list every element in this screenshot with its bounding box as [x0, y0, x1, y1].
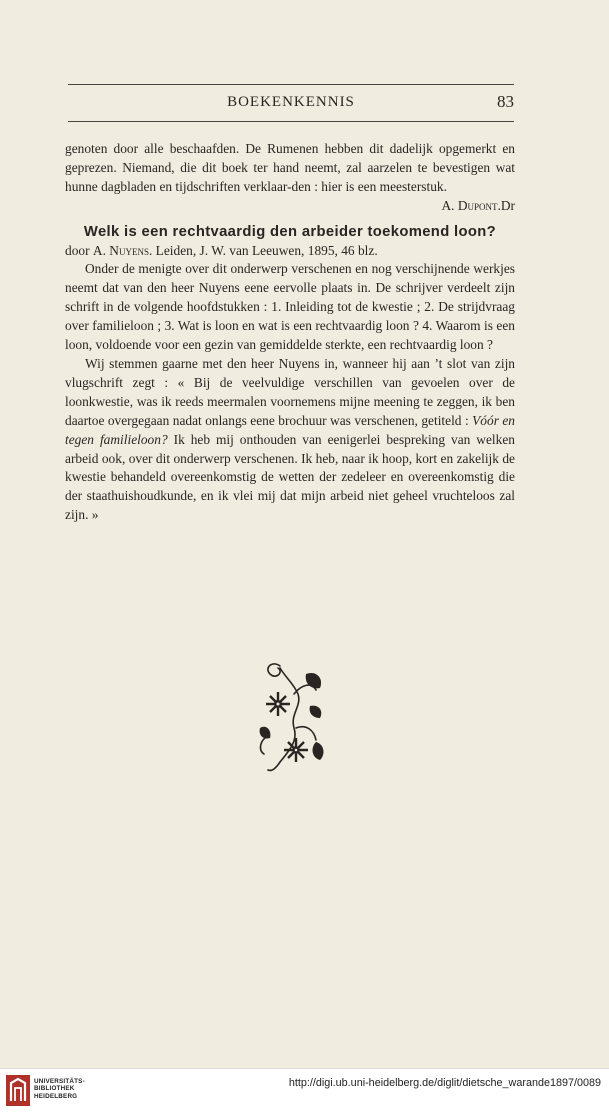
footer-bar [0, 1068, 609, 1112]
signature-title: Dr [500, 197, 515, 213]
paragraph-3 [65, 355, 515, 525]
text-block [65, 140, 515, 525]
review-heading: Welk is een rechtvaardig den arbeider toekomend loon? [83, 223, 497, 240]
running-title: BOEKENKENNIS [227, 94, 355, 110]
top-rule [68, 84, 514, 85]
cited-title: Vóór en tegen familieloon? [65, 412, 515, 447]
byline-prefix: door [65, 242, 90, 258]
byline-author: A. Nuyens. [92, 242, 153, 258]
university-library-logo-icon [6, 1075, 30, 1106]
byline [65, 242, 515, 261]
page-number: 83 [497, 92, 514, 111]
library-name-line: BIBLIOTHEK [34, 1085, 75, 1093]
paragraph-3-part-b: Ik heb mij onthouden van eenigerlei bespreking van welken arbeid ook, over dit onderwerp verschenen. Ik heb, naar ik hoop, kort en zakelijk de kwestie behandeld overeenkomstig de wetten der zedeleer en overeenkomstig die der staathuishoudkunde, en ik vlei mij dat mijn arbeid niet geheel vruchteloos zal zijn. » [65, 431, 515, 523]
paragraph-3-part-a: Wij stemmen gaarne met den heer Nuyens in, wanneer hij aan ’t slot van zijn vlugschrift zegt : « Bij de veelvuldige verschillen van gevoelen over de loonkwestie, was ik reeds meermalen voornemens mijne meening te zeggen, ik ben daartoe overgegaan nadat onlangs eene brochuur was verschenen, getiteld : [65, 355, 515, 428]
review-signature [65, 197, 515, 216]
paragraph-1: genoten door alle beschaafden. De Rumenen hebben dit dadelijk opgemerkt en geprezen. Niemand, die dit boek ter hand neemt, zal aarzelen te bevestigen wat hunne dagbladen en tijdschriften verklaar-den : hier is een meesterstuk. [65, 141, 515, 194]
source-url-link[interactable]: http://digi.ub.uni-heidelberg.de/diglit/dietsche_warande1897/0089 [288, 1077, 601, 1089]
library-name [34, 1078, 85, 1100]
paragraph-2: Onder de menigte over dit onderwerp verschenen en nog verschijnende werkjes neemt dat van den heer Nuyens eene eervolle plaats in. De schrijver verdeelt zijn schrift in de volgende hoofdstukken : 1. Inleiding tot de kwestie ; 2. De strijdvraag over familieloon ; 3. Wat is loon en wat is een rechtvaardig loon ? 4. Waarom is een loon, voldoende voor een gezin van gemiddelde sterkte, een rechtvaardig loon ? [65, 261, 515, 353]
library-name-line: HEIDELBERG [34, 1092, 78, 1100]
byline-publication: Leiden, J. W. van Leeuwen, 1895, 46 blz. [155, 242, 378, 258]
running-head [68, 94, 514, 116]
floral-ornament-icon [250, 654, 334, 776]
signature-name: A. Dupont. [441, 197, 501, 213]
library-name-line: UNIVERSITÄTS- [34, 1078, 85, 1085]
head-rule [68, 121, 514, 122]
